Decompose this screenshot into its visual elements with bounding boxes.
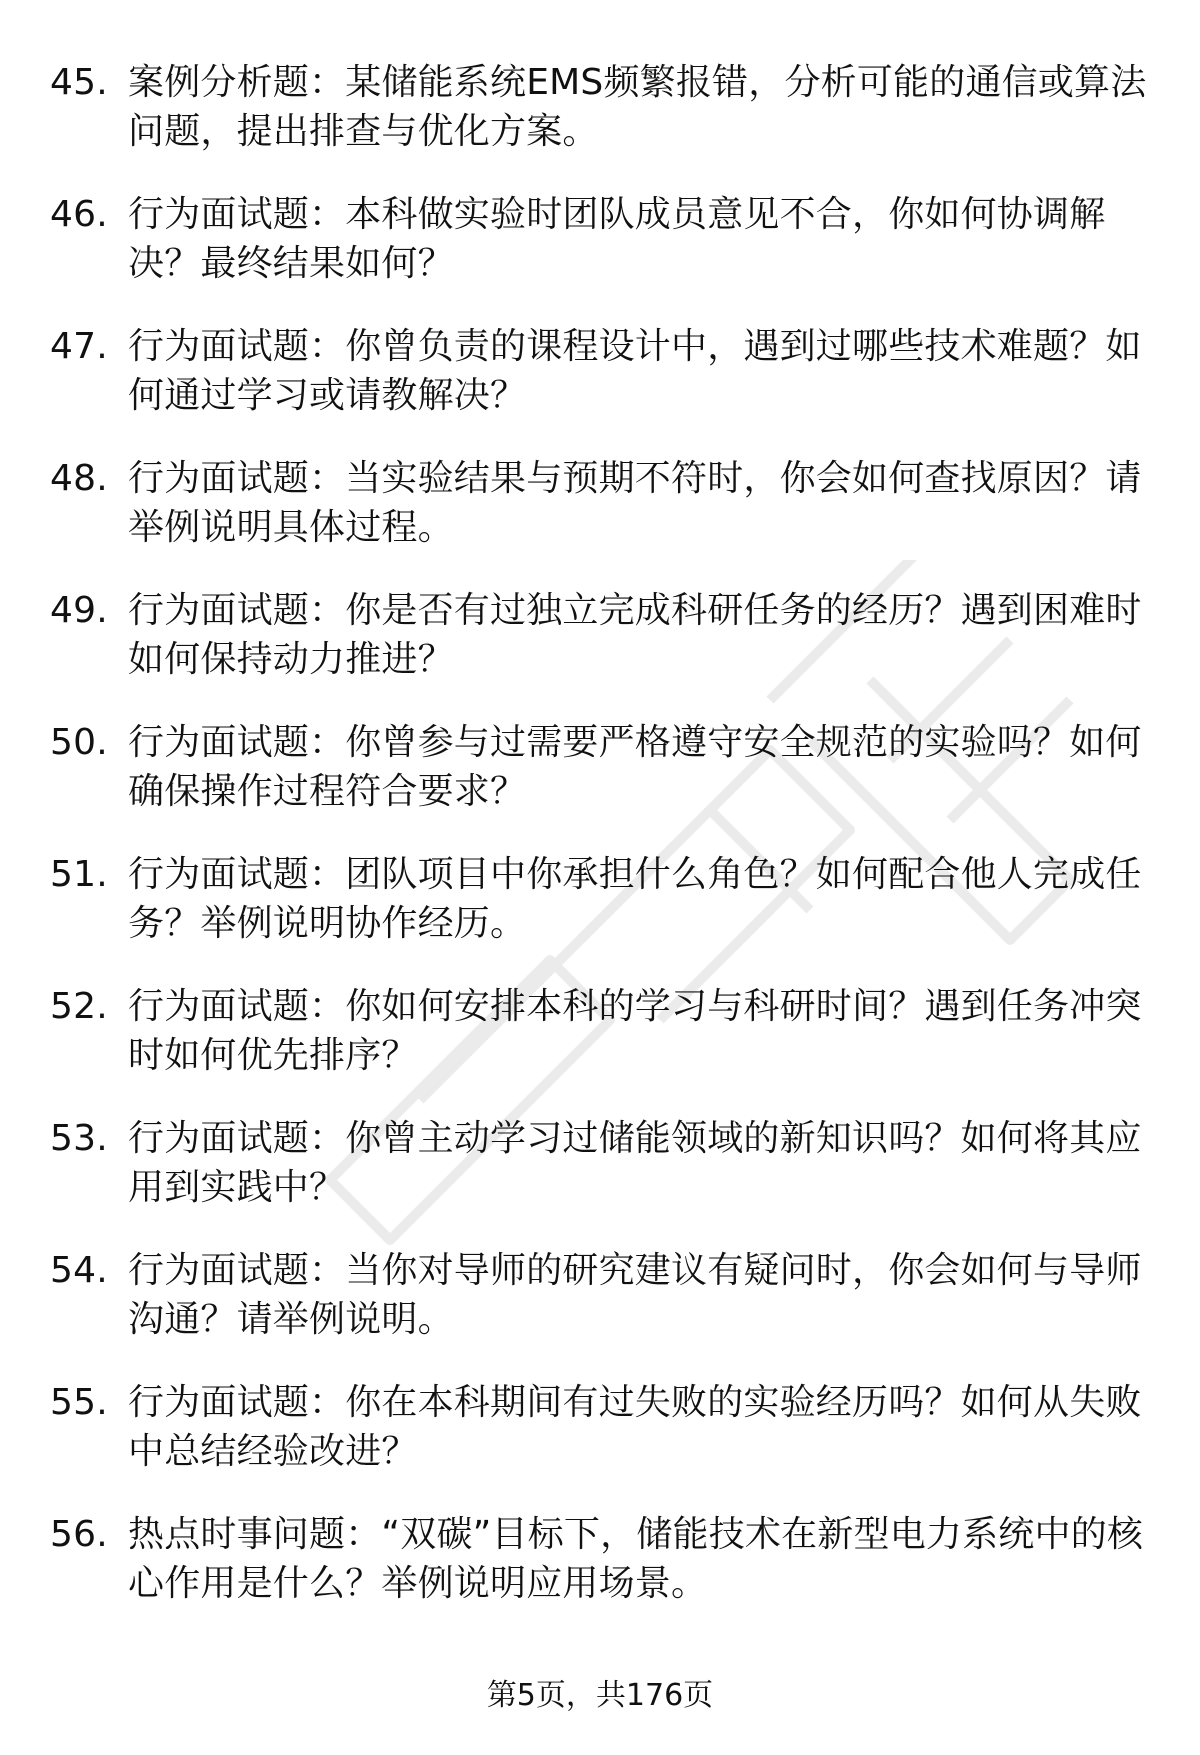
question-item [50, 190, 1160, 288]
question-number: 53. [50, 1118, 108, 1159]
question-item [50, 1114, 1160, 1212]
question-number: 49. [50, 590, 108, 631]
question-number: 45. [50, 62, 108, 103]
question-item [50, 58, 1160, 156]
question-number: 52. [50, 986, 108, 1027]
question-number: 56. [50, 1514, 108, 1555]
question-item [50, 1510, 1160, 1608]
question-text: 行为面试题：当你对导师的研究建议有疑问时，你会如何与导师沟通？请举例说明。 [128, 1250, 1142, 1340]
question-number: 51. [50, 854, 108, 895]
question-number: 50. [50, 722, 108, 763]
question-item [50, 454, 1160, 552]
question-text: 行为面试题：你曾参与过需要严格遵守安全规范的实验吗？如何确保操作过程符合要求？ [128, 722, 1142, 812]
question-text: 行为面试题：你如何安排本科的学习与科研时间？遇到任务冲突时如何优先排序？ [128, 986, 1142, 1076]
question-text: 案例分析题：某储能系统EMS频繁报错，分析可能的通信或算法问题，提出排查与优化方案。 [128, 62, 1147, 152]
question-number: 54. [50, 1250, 108, 1291]
question-item [50, 718, 1160, 816]
question-text: 行为面试题：当实验结果与预期不符时，你会如何查找原因？请举例说明具体过程。 [128, 458, 1142, 548]
question-item [50, 1378, 1160, 1476]
question-item [50, 322, 1160, 420]
question-text: 行为面试题：团队项目中你承担什么角色？如何配合他人完成任务？举例说明协作经历。 [128, 854, 1142, 944]
question-number: 46. [50, 194, 108, 235]
question-list [50, 58, 1160, 1642]
question-number: 55. [50, 1382, 108, 1423]
question-text: 行为面试题：你曾主动学习过储能领域的新知识吗？如何将其应用到实践中？ [128, 1118, 1142, 1208]
question-item [50, 586, 1160, 684]
question-text: 行为面试题：你在本科期间有过失败的实验经历吗？如何从失败中总结经验改进？ [128, 1382, 1142, 1472]
question-number: 47. [50, 326, 108, 367]
question-item [50, 1246, 1160, 1344]
question-text: 行为面试题：本科做实验时团队成员意见不合，你如何协调解决？最终结果如何？ [128, 194, 1106, 284]
question-text: 热点时事问题：“双碳”目标下，储能技术在新型电力系统中的核心作用是什么？举例说明应用场景。 [128, 1514, 1144, 1604]
question-text: 行为面试题：你是否有过独立完成科研任务的经历？遇到困难时如何保持动力推进？ [128, 590, 1142, 680]
question-item [50, 850, 1160, 948]
question-number: 48. [50, 458, 108, 499]
page-footer: 第5页，共176页 [486, 1678, 714, 1713]
question-item [50, 982, 1160, 1080]
question-text: 行为面试题：你曾负责的课程设计中，遇到过哪些技术难题？如何通过学习或请教解决？ [128, 326, 1142, 416]
